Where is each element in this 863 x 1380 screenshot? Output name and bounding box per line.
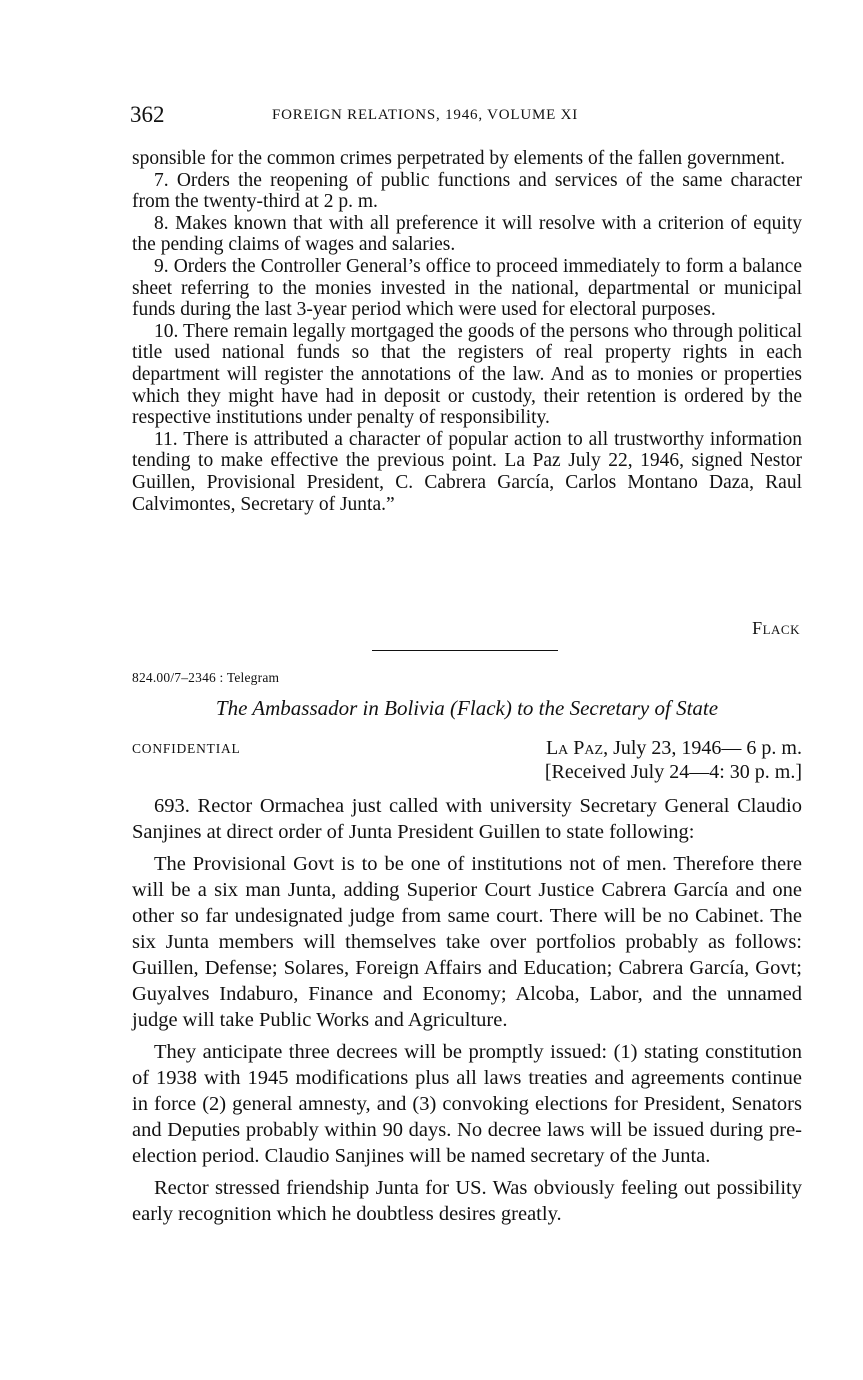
telegram-body (132, 793, 802, 1227)
paragraph-693: 693. Rector Ormachea just called with university Secretary General Claudio Sanjines at direct order of Junta President Guillen to state following: (132, 795, 802, 843)
page-header (130, 102, 800, 132)
dateline-place: La Paz (545, 737, 604, 759)
continued-decree-text (132, 148, 802, 515)
paragraph-item-10: 10. There remain legally mortgaged the goods of the persons who through political title used national funds so that the registers of real property rights in each department will register the annotations of the law. And as to monies or properties which they might have had in deposit or custody, their retention is ordered by the respective institutions under penalty of responsibility. (132, 320, 802, 429)
signoff: Flack (752, 618, 800, 638)
dateline (430, 736, 802, 784)
paragraph-item-7: 7. Orders the reopening of public functions and services of the same character from the twenty-third at 2 p. m. (132, 169, 802, 213)
paragraph-rector: Rector stressed friendship Junta for US. Was obviously feeling out possibility early recognition which he doubtless desires greatly. (132, 1177, 802, 1225)
dateline-sent (430, 736, 802, 760)
dateline-date: , July 23, 1946— 6 p. m. (603, 737, 802, 759)
section-divider (372, 650, 558, 651)
paragraph-item-9: 9. Orders the Controller General’s office to proceed immediately to form a balance sheet referring to the monies invested in the national, departmental or municipal funds during the last 3-year period which were used for electoral purposes. (132, 255, 802, 321)
document-title: The Ambassador in Bolivia (Flack) to the Secretary of State (215, 696, 719, 720)
paragraph-provisional-govt: The Provisional Govt is to be one of institutions not of men. Therefore there will be a six man Junta, adding Superior Court Justice Cabrera García and one other so far undesignated judge from same court. There will be no Cabinet. The six Junta members will themselves take over portfolios probably as follows: Guillen, Defense; Solares, Foreign Affairs and Education; Cabrera García, Govt; Guyalves Indaburo, Finance and Economy; Alcoba, Labor, and the unnamed judge will take Public Works and Agriculture. (132, 853, 802, 1031)
paragraph-continuation: sponsible for the common crimes perpetrated by elements of the fallen government. (132, 148, 786, 169)
dateline-received: [Received July 24—4: 30 p. m.] (544, 761, 802, 783)
classification: CONFIDENTIAL (132, 741, 241, 756)
page-number: 362 (130, 102, 165, 127)
paragraph-decrees: They anticipate three decrees will be promptly issued: (1) stating constitution of 1938 with 1945 modifications plus all laws treaties and agreements continue in force (2) general amnesty, and (3) convoking elections for President, Senators and Deputies probably within 90 days. No decree laws will be issued during pre-election period. Claudio Sanjines will be named secretary of the Junta. (132, 1041, 802, 1167)
file-reference: 824.00/7–2346 : Telegram (132, 670, 280, 685)
paragraph-item-8: 8. Makes known that with all preference it will resolve with a criterion of equity the pending claims of wages and salaries. (132, 212, 802, 256)
running-head: FOREIGN RELATIONS, 1946, VOLUME XI (272, 107, 579, 123)
paragraph-item-11: 11. There is attributed a character of popular action to all trustworthy information tending to make effective the previous point. La Paz July 22, 1946, signed Nestor Guillen, Provisional President, C. Cabrera García, Carlos Montano Daza, Raul Calvimontes, Secretary of Junta.” (132, 428, 802, 515)
